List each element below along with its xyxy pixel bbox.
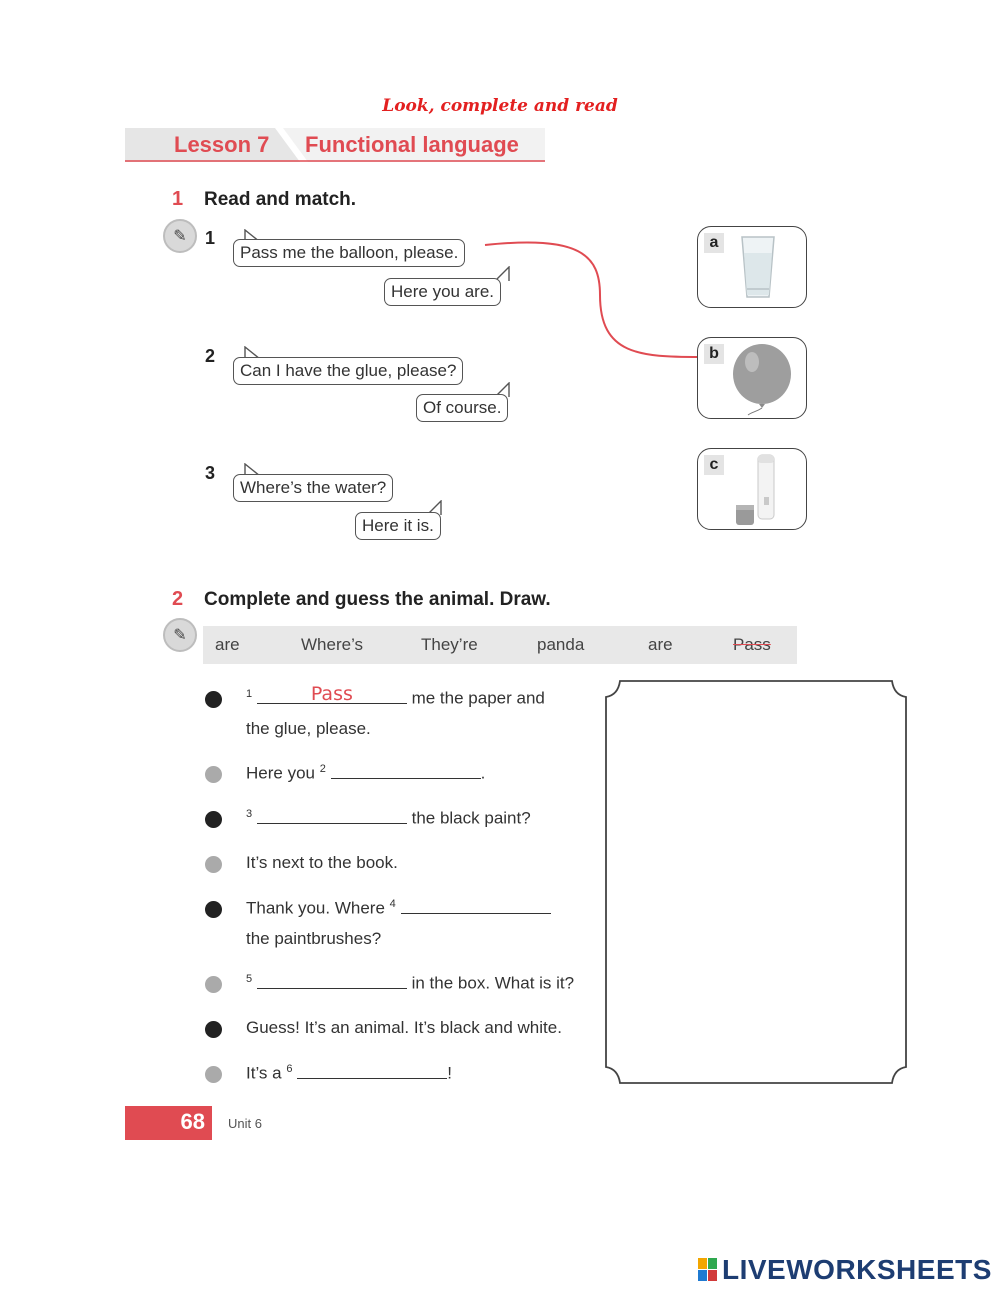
speaker-dark-icon (205, 811, 222, 828)
lesson-title: Functional language (305, 132, 519, 157)
blank-number: 1 (246, 688, 253, 700)
dialogue-line-7: Guess! It’s an animal. It’s black and white. (246, 1018, 562, 1037)
speaker-light-icon (205, 976, 222, 993)
speaker-dark-icon (205, 1021, 222, 1038)
answer-bubble: Here you are. (384, 278, 501, 306)
answer-bubble: Here it is. (355, 512, 441, 540)
blank-number: 3 (246, 808, 253, 820)
question-bubble: Can I have the glue, please? (233, 357, 463, 385)
speaker-dark-icon (205, 901, 222, 918)
lesson-label: Lesson 7 (174, 132, 270, 157)
match-line[interactable] (480, 235, 705, 370)
blank-input-5[interactable] (257, 974, 407, 989)
answer-bubble: Of course. (416, 394, 508, 422)
blank-input-6[interactable] (297, 1064, 447, 1079)
blank-input-3[interactable] (257, 809, 407, 824)
section2-title: Complete and guess the animal. Draw. (204, 589, 551, 610)
line-text: the black paint? (411, 808, 531, 828)
section2-number: 2 (172, 588, 184, 610)
blank-number: 2 (319, 763, 326, 775)
line-text: in the box. What is it? (411, 973, 575, 993)
question-bubble: Where’s the water? (233, 474, 393, 502)
dialogue-line-1-cont: the glue, please. (246, 719, 371, 738)
balloon-icon (730, 342, 794, 416)
section1-number: 1 (172, 188, 184, 210)
speaker-light-icon (205, 766, 222, 783)
picture-card-b[interactable] (697, 337, 807, 419)
question-bubble: Pass me the balloon, please. (233, 239, 465, 267)
unit-label: Unit 6 (228, 1116, 262, 1131)
line-text: Thank you. Where (246, 898, 385, 918)
pencil-note-icon: ✎ (163, 219, 197, 253)
blank-input-2[interactable] (331, 764, 481, 779)
picture-label: b (704, 344, 724, 364)
word-bank (203, 626, 797, 664)
item-number: 1 (205, 228, 216, 248)
speaker-dark-icon (205, 691, 222, 708)
blank-number: 5 (246, 973, 253, 985)
dialogue-line-5-cont: the paintbrushes? (246, 929, 382, 948)
picture-card-a[interactable] (697, 226, 807, 308)
word-bank-item: They’re (421, 635, 478, 654)
line-text: It’s a (246, 1063, 282, 1083)
picture-label: c (704, 455, 724, 475)
dialogue-line-8 (246, 1063, 452, 1084)
word-bank-item: are (648, 635, 673, 654)
item-number: 2 (205, 346, 216, 366)
speaker-light-icon (205, 856, 222, 873)
picture-card-c[interactable] (697, 448, 807, 530)
dialogue-line-4: It’s next to the book. (246, 853, 398, 872)
liveworksheets-logo-icon (698, 1258, 718, 1282)
speaker-light-icon (205, 1066, 222, 1083)
drawing-area[interactable] (604, 679, 908, 1085)
filled-answer: Pass (310, 682, 353, 705)
line-text: . (480, 763, 486, 783)
dialogue-line-5 (246, 898, 551, 919)
word-bank-item: panda (537, 635, 585, 654)
pencil-note-icon: ✎ (163, 618, 197, 652)
dialogue-line-6 (246, 973, 574, 994)
blank-number: 6 (286, 1063, 293, 1075)
dialogue-line-2 (246, 763, 485, 784)
line-text: Here you (246, 763, 315, 783)
dialogue-line-3 (246, 808, 531, 829)
line-text: ! (447, 1063, 452, 1083)
section1-title: Read and match. (204, 189, 357, 210)
instruction-text: Look, complete and read (382, 96, 618, 116)
page-number: 68 (180, 1109, 205, 1134)
picture-label: a (704, 233, 724, 253)
word-bank-item-used: Pass (733, 635, 771, 654)
item-number: 3 (205, 463, 216, 483)
blank-input-4[interactable] (401, 899, 551, 914)
blank-input-1[interactable] (257, 682, 407, 705)
glass-of-water-icon (738, 233, 778, 301)
blank-number: 4 (389, 898, 396, 910)
word-bank-item: Where’s (301, 635, 364, 654)
brand-name[interactable]: LIVEWORKSHEETS (722, 1254, 992, 1285)
word-bank-item: are (215, 635, 240, 654)
line-text: me the paper and (411, 688, 545, 708)
dialogue-line-1 (246, 682, 545, 709)
glue-stick-icon (732, 453, 782, 527)
